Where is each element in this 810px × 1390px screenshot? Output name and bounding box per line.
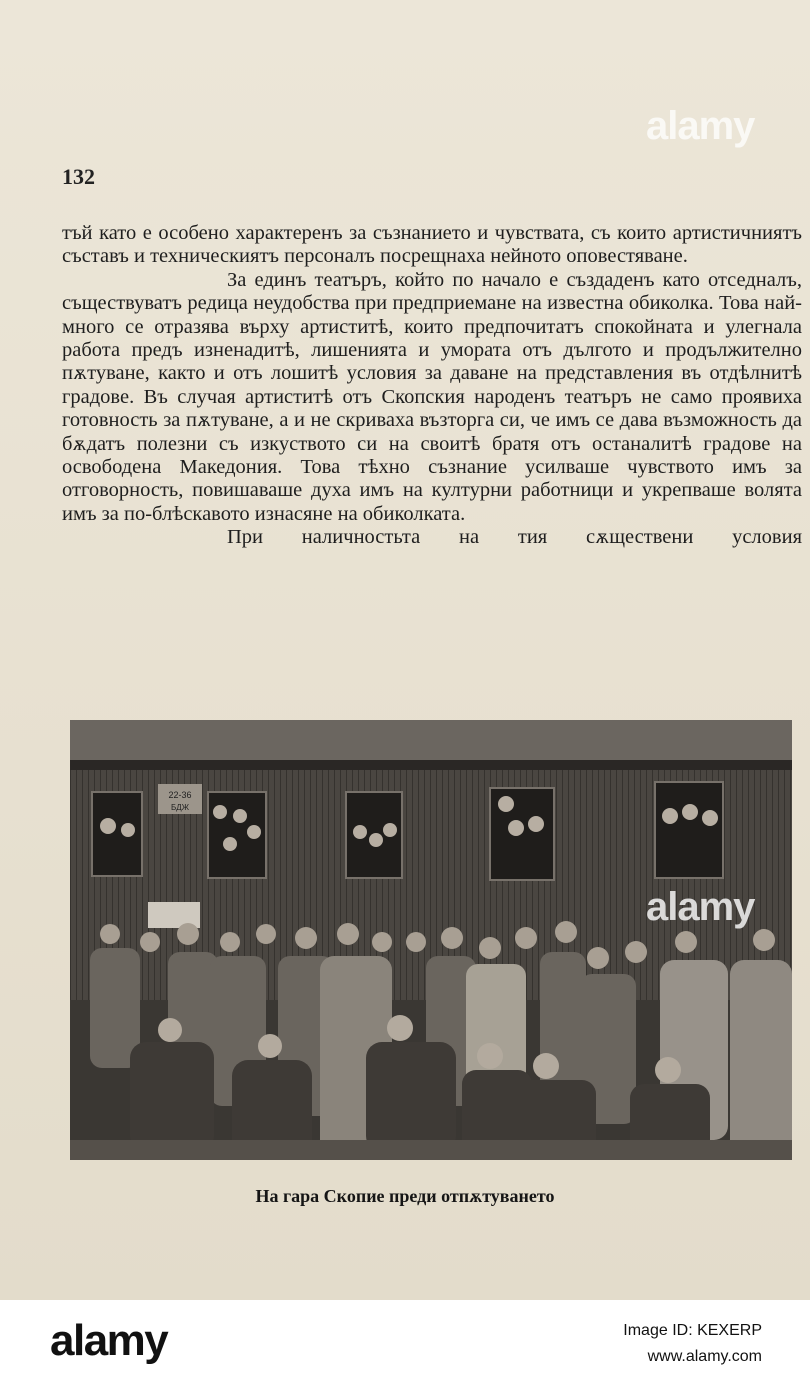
watermark-middle: alamy bbox=[646, 885, 755, 929]
group-photo bbox=[70, 720, 792, 1160]
paragraph-2: За единъ театъръ, който по начало е създаденъ като отседналъ, съществуватъ редица неудобства при предприемане на известна обиколка. Това най-много се отразява върху артиститѣ, които предпочитатъ спокойната и улегнала работа предъ изненадитѣ, лишенията и умората отъ дългото и продължително пѫтуване, както и отъ лошитѣ условия за даване на представления въ отдѣлнитѣ градове. Въ случая артиститѣ отъ Скопския народенъ театъръ не само проявиха готовность за пѫтуване, а и не скриваха възторга си, че имъ се дава възможность да бѫдатъ полезни съ изкуството си на своитѣ братя отъ останалитѣ градове на освободена Македония. Това тѣхно съзнание усилваше чувството имъ за отговорность, повишаваше духа имъ на културни работници и укрепваше волята имъ за по-блѣскавото изнасяне на обиколката. bbox=[62, 268, 802, 525]
watermark-top: alamy bbox=[646, 104, 755, 148]
page-number: 132 bbox=[62, 164, 95, 189]
paragraph-3: При наличностьта на тия сѫществени условия bbox=[227, 526, 802, 549]
stock-footer bbox=[0, 1300, 810, 1390]
paragraph-1: тъй като е особено характеренъ за съзнанието и чувствата, съ които артистичниятъ съставъ и техническиятъ персоналъ посрещнаха нейното оповестяване. bbox=[62, 222, 802, 268]
body-text bbox=[62, 222, 802, 550]
image-id: Image ID: KEXERP bbox=[623, 1322, 762, 1339]
site-url[interactable]: www.alamy.com bbox=[647, 1348, 762, 1365]
photo-caption: На гара Скопие преди отпѫтуването bbox=[255, 1186, 555, 1206]
svg-text:БДЖ: БДЖ bbox=[170, 803, 190, 812]
alamy-logo: alamy bbox=[50, 1316, 168, 1365]
wagon-sign: 22-36 bbox=[168, 790, 192, 800]
photo-illustration bbox=[70, 720, 792, 1160]
